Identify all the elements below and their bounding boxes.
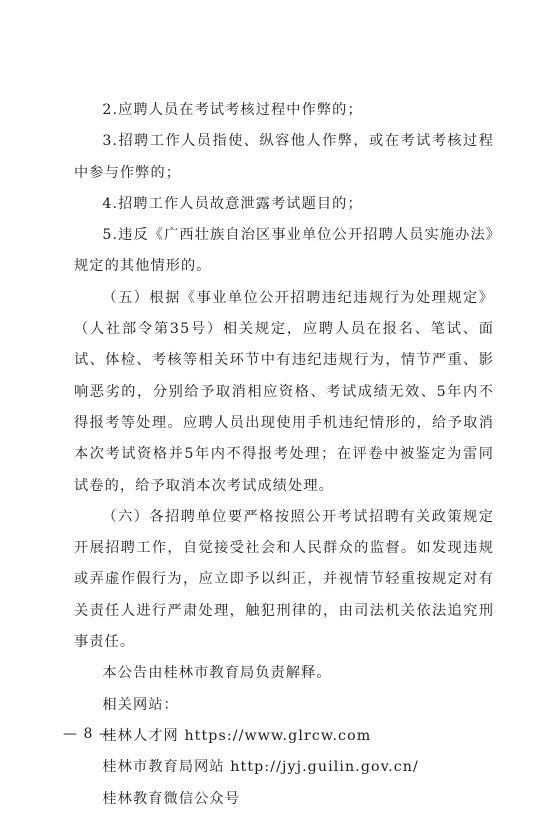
websites-heading: 相关网站： [102,696,179,713]
website-guilin-talent: 桂林人才网 https://www.glrcw.com [102,727,372,744]
document-body [74,95,494,815]
website-education-bureau: 桂林市教育局网站 http://jyj.guilin.gov.cn/ [102,759,419,776]
clause-5: 5.违反《广西壮族自治区事业单位公开招聘人员实施办法》规定的其他情形的。 [74,227,494,275]
wechat-account: 桂林教育微信公众号 [102,790,240,807]
page-number: — 8 — [63,726,114,742]
clause-4: 4.招聘工作人员故意泄露考试题目的； [102,195,363,212]
clause-2: 2.应聘人员在考试考核过程中作弊的； [102,102,363,118]
section-6-paragraph: （六）各招聘单位要严格按照公开考试招聘有关政策规定开展招聘工作，自觉接受社会和人民群众的监督。如发现违规或弄虚作假行为，应立即予以纠正，并视情节轻重按规定对有关责任人进行严肃处理，触犯刑律的，由司法机关依法追究刑事责任。 [74,508,494,651]
interpretation-note: 本公告由桂林市教育局负责解释。 [102,665,332,682]
clause-3: 3.招聘工作人员指使、纵容他人作弊，或在考试考核过程中参与作弊的； [74,133,494,181]
section-5-paragraph: （五）根据《事业单位公开招聘违纪违规行为处理规定》（人社部令第35号）相关规定，应聘人员在报名、笔试、面试、体检、考核等相关环节中有违纪违规行为，情节严重、影响恶劣的，分别给予取消相应资格、考试成绩无效、5年内不得报考等处理。应聘人员出现使用手机违纪情形的，给予取消本次考试资格并5年内不得报考处理；在评卷中被鉴定为雷同试卷的，给予取消本次考试成绩处理。 [74,289,494,494]
